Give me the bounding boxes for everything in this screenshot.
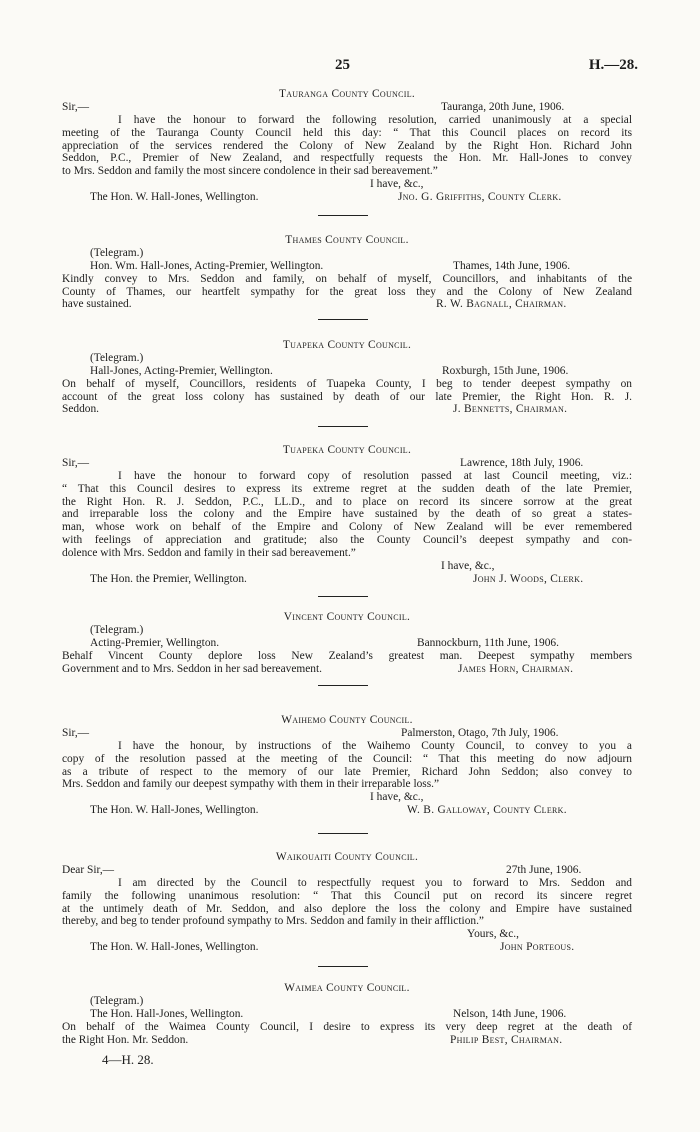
- body-line: Government and to Mrs. Seddon in her sad bereavement.: [62, 662, 323, 675]
- body-line: I have the honour to forward the following resolution, carried unanimously at a special: [118, 113, 632, 126]
- letter-header-line: [62, 101, 632, 114]
- closing: I have, &c.,: [441, 560, 495, 573]
- addressee: The Hon. the Premier, Wellington.: [90, 572, 247, 585]
- body-line: appreciation of the services rendered the Colony of New Zealand by the Right Hon. Richard John: [62, 139, 632, 152]
- section-divider: [318, 966, 368, 967]
- page-number: 25: [335, 57, 350, 73]
- salutation: Sir,—: [62, 456, 90, 469]
- telegram-label: (Telegram.): [90, 994, 144, 1007]
- final-line: [62, 663, 632, 676]
- salutation: Dear Sir,—: [62, 863, 115, 876]
- salutation: Sir,—: [62, 726, 90, 739]
- final-line: [62, 1034, 632, 1047]
- place-date: Nelson, 14th June, 1906.: [453, 1007, 567, 1020]
- closing-line: [62, 928, 632, 941]
- document-reference: H.—28.: [588, 57, 638, 73]
- telegram-label: (Telegram.): [90, 623, 144, 636]
- closing: I have, &c.,: [370, 178, 424, 191]
- body-line: thereby, and beg to tender profound sympathy to Mrs. Seddon and family in their affliction.”: [62, 915, 484, 928]
- addressee: Acting-Premier, Wellington.: [90, 636, 220, 649]
- closing-line: [62, 791, 632, 804]
- addressee: The Hon. Hall-Jones, Wellington.: [90, 1007, 244, 1020]
- signature-mark: 4—H. 28.: [102, 1052, 154, 1067]
- closing-line: [62, 560, 632, 573]
- body-line: Behalf Vincent County deplore loss New Zealand’s greatest man. Deepest sympathy members: [62, 649, 632, 662]
- body-line: family the following unanimous resolution: “ That this Council put on record its sincere regret: [62, 889, 632, 902]
- section-title: Vincent County Council.: [283, 611, 411, 623]
- section-waikouaiti: [62, 851, 632, 954]
- section-vincent: [62, 611, 632, 675]
- body-line: Mrs. Seddon and family our deepest sympathy with them in their irreparable loss.”: [62, 778, 440, 791]
- addressee: The Hon. W. Hall-Jones, Wellington.: [90, 804, 259, 817]
- addressee: Hall-Jones, Acting-Premier, Wellington.: [90, 364, 273, 377]
- closing: I have, &c.,: [370, 791, 424, 804]
- signature: J. Bennetts, Chairman.: [453, 403, 568, 416]
- signature-line: [62, 191, 632, 204]
- body-line: as a tribute of respect to the memory of our late Premier, Richard John Seddon; also convey to: [62, 765, 632, 778]
- section-tuapeka-telegram: [62, 339, 632, 416]
- body-line: On behalf of the Waimea County Council, I desire to express its very deep regret at the death of: [62, 1020, 632, 1033]
- body-line: meeting of the Tauranga County Council held this day: “ That this Council places on record its: [62, 126, 632, 139]
- section-waimea: [62, 982, 632, 1046]
- body-line: I am directed by the Council to respectfully request you to forward to Mrs. Seddon and: [118, 876, 632, 889]
- telegram-header-line: [62, 260, 632, 273]
- body-line: the Right Hon. Mr. Seddon.: [62, 1033, 189, 1046]
- signature: John Porteous.: [500, 941, 575, 954]
- place-date: Tauranga, 20th June, 1906.: [441, 100, 565, 113]
- section-title: Waihemo County Council.: [281, 714, 413, 726]
- place-date: 27th June, 1906.: [506, 863, 582, 876]
- body-line: copy of the resolution passed at the meeting of the Council: “ That this meeting do now adjourn: [62, 752, 632, 765]
- place-date: Bannockburn, 11th June, 1906.: [417, 636, 559, 649]
- page-header: [0, 57, 700, 77]
- place-date: Palmerston, Otago, 7th July, 1906.: [401, 726, 559, 739]
- body-line: with feelings of appreciation and gratitude; also the County Council’s deepest sympathy and con-: [62, 534, 632, 547]
- section-thames: [62, 234, 632, 311]
- signature: John J. Woods, Clerk.: [473, 572, 584, 585]
- signature-line: [62, 941, 632, 954]
- letter-header-line: [62, 864, 632, 877]
- signature-line: [62, 804, 632, 817]
- body-line: at the untimely death of Mr. Seddon, and also deplore the loss the colony and Empire have sustained: [62, 902, 632, 915]
- body-line: the Right Hon. R. J. Seddon, P.C., LL.D., and to place on record its sincere sorrow at the great: [62, 495, 632, 508]
- final-line: [62, 298, 632, 311]
- salutation: Sir,—: [62, 100, 90, 113]
- section-divider: [318, 685, 368, 686]
- section-tuapeka-letter: [62, 444, 632, 586]
- signature-line: [62, 573, 632, 586]
- telegram-header-line: [62, 365, 632, 378]
- telegram-header-line: [62, 637, 632, 650]
- addressee: The Hon. W. Hall-Jones, Wellington.: [90, 941, 259, 954]
- section-title: Tauranga County Council.: [278, 88, 416, 100]
- closing: Yours, &c.,: [467, 928, 520, 941]
- body-line: County of Thames, our heartfelt sympathy for the great loss they and the Colony of New Zealand: [62, 285, 632, 298]
- body-line: I have the honour to forward copy of resolution passed at last Council meeting, viz.:: [118, 469, 632, 482]
- body-line: Seddon.: [62, 403, 100, 416]
- body-line: to Mrs. Seddon and family the most sincere condolence in their sad bereavement.”: [62, 165, 438, 178]
- body-line: Seddon, P.C., Premier of New Zealand, and respectfully requests the Hon. Mr. Hall-Jones to convey: [62, 152, 632, 165]
- final-line: [62, 403, 632, 416]
- body-line: Kindly convey to Mrs. Seddon and family, on behalf of myself, Councillors, and inhabitants of the: [62, 272, 632, 285]
- signature: Philip Best, Chairman.: [450, 1033, 563, 1046]
- section-tauranga: [62, 88, 632, 204]
- place-date: Thames, 14th June, 1906.: [453, 259, 571, 272]
- body-line: have sustained.: [62, 298, 132, 311]
- signature: James Horn, Chairman.: [458, 662, 574, 675]
- section-divider: [318, 215, 368, 216]
- body-line: account of the great loss colony has sustained by death of our late Premier, the Right Hon. R. J.: [62, 390, 632, 403]
- body-line: and irreparable loss the colony and the Empire have sustained by the death of so great a states-: [62, 508, 632, 521]
- addressee: Hon. Wm. Hall-Jones, Acting-Premier, Wellington.: [90, 259, 324, 272]
- section-title: Waimea County Council.: [284, 982, 410, 994]
- place-date: Roxburgh, 15th June, 1906.: [442, 364, 569, 377]
- place-date: Lawrence, 18th July, 1906.: [460, 456, 584, 469]
- telegram-label: (Telegram.): [90, 246, 144, 259]
- section-divider: [318, 319, 368, 320]
- signature: Jno. G. Griffiths, County Clerk.: [398, 191, 562, 204]
- letter-header-line: [62, 457, 632, 470]
- addressee: The Hon. W. Hall-Jones, Wellington.: [90, 191, 259, 204]
- body-line: On behalf of myself, Councillors, residents of Tuapeka County, I beg to tender deepest sympathy on: [62, 377, 632, 390]
- section-divider: [318, 596, 368, 597]
- body-line: man, whose work on behalf of the Empire and Colony of New Zealand will be ever remembered: [62, 521, 632, 534]
- section-divider: [318, 833, 368, 834]
- signature: W. B. Galloway, County Clerk.: [407, 804, 567, 817]
- section-divider: [318, 426, 368, 427]
- signature: R. W. Bagnall, Chairman.: [436, 298, 567, 311]
- telegram-label: (Telegram.): [90, 351, 144, 364]
- section-title: Tuapeka County Council.: [282, 339, 412, 351]
- body-line: “ That this Council desires to express its extreme regret at the sudden death of the late Premier,: [62, 482, 632, 495]
- section-waihemo: [62, 714, 632, 817]
- telegram-header-line: [62, 1008, 632, 1021]
- section-title: Thames County Council.: [285, 234, 409, 246]
- body-line: dolence with Mrs. Seddon and family in their sad bereavement.”: [62, 547, 356, 560]
- body-line: I have the honour, by instructions of the Waihemo County Council, to convey to you a: [118, 739, 632, 752]
- letter-header-line: [62, 727, 632, 740]
- section-title: Waikouaiti County Council.: [275, 851, 419, 863]
- section-title: Tuapeka County Council.: [282, 444, 412, 456]
- closing-line: [62, 178, 632, 191]
